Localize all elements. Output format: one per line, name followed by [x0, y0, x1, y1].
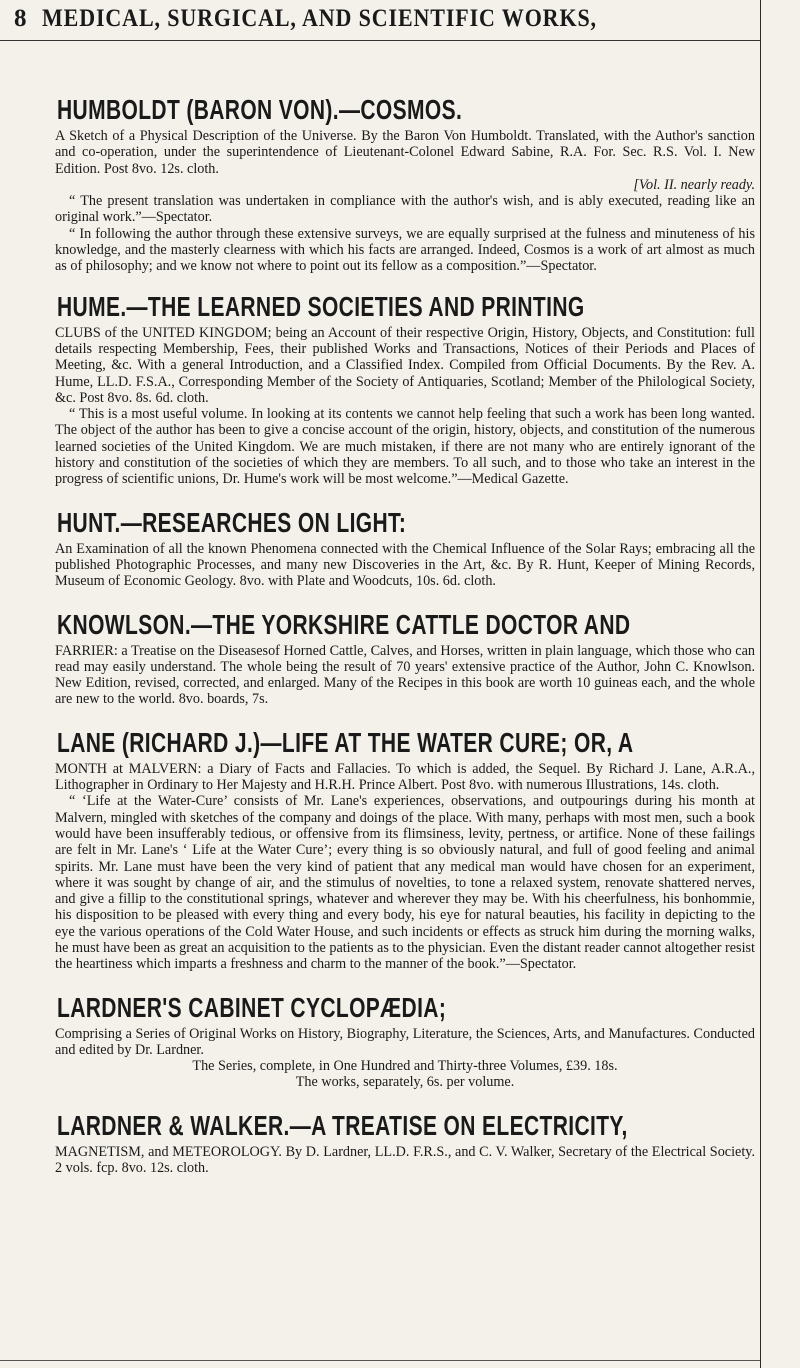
entry-hunt: [55, 506, 755, 590]
entry-body: [55, 1144, 755, 1177]
entry-description: A Sketch of a Physical Description of the Universe. By the Baron Von Humboldt. Translated, with the Author's sanction and co-operation, under the superintendence of Lieutenant-Colonel Edward Sabine, R.A. For. Sec. R.S. Vol. I. New Edition. Post 8vo. 12s. cloth.: [55, 128, 755, 177]
page-header: [0, 0, 760, 44]
entry-body: [55, 541, 755, 590]
catalogue-entries: [55, 96, 755, 1197]
entry-body: [55, 761, 755, 973]
entry-hume: [55, 290, 755, 488]
header-rule: [0, 40, 760, 41]
entry-note: [Vol. II. nearly ready.: [633, 176, 755, 193]
entry-price-line: The Series, complete, in One Hundred and Thirty-three Volumes, £39. 18s.: [192, 1058, 618, 1075]
entry-price-line: The works, separately, 6s. per volume.: [295, 1074, 515, 1091]
review-quote: “ ‘Life at the Water-Cure’ consists of Mr. Lane's experiences, observations, and outpourings during his month at Malvern, mingled with sketches of the company and doings of the place. With many, perhaps with most men, such a book would have been insufferably tedious, or offensive from its flimsiness, levity, pertness, or artifice. None of these failings are felt in Mr. Lane's ‘ Life at the Water Cure’; every thing is so obviously natural, and full of good feeling and animal spirits. Mr. Lane must have been the very kind of patient that any medical man would have chosen for an experiment, where it was sought by change of air, and the stimulus of novelties, to tone a relaxed system, renovate shattered nerves, and give a fillip to the constitutional springs, whatever and wherever they may be. With his cheerfulness, his bonhommie, his disposition to be pleased with every thing and every body, his eye for natural beauties, his facility in depicting to the eye the various operations of the Cold Water House, and such incidents or effects as struck him during the morning walks, he must have been as great an acquisition to the patients as to the physician. Even the distant reader cannot altogether resist the heartiness which imparts a freshness and charm to the manner of the book.”—Spectator.: [55, 793, 755, 973]
bottom-rule: [0, 1360, 760, 1361]
entry-description: CLUBS of the UNITED KINGDOM; being an Account of their respective Origin, History, Objects, and Constitution: full details respecting Membership, Fees, their published Works and Transactions, Notices of their Periods and Places of Meeting, &c. With a general Introduction, and a Classified Index. Compiled from Official Documents. By the Rev. A. Hume, LL.D. F.S.A., Corresponding Member of the Society of Antiquaries, Scotland; Member of the Philological Society, &c. Post 8vo. 8s. 6d. cloth.: [55, 324, 755, 406]
review-quote: “ The present translation was undertaken in compliance with the author's wish, and is ably executed, reading like an original work.”—Spectator.: [55, 193, 755, 226]
entry-knowlson: [55, 608, 755, 708]
entry-description: Comprising a Series of Original Works on History, Biography, Literature, the Sciences, Arts, and Manufactures. Conducted and edited by Dr. Lardner.: [55, 1025, 755, 1058]
review-quote: “ This is a most useful volume. In looking at its contents we cannot help feeling that such a work has been long wanted. The object of the author has been to give a concise account of the origin, history, objects, and constitution of the numerous learned societies of the United Kingdom. We are much mistaken, if there are not many who are entirely ignorant of the history and constitution of the societies of which they are members. To all such, and to those who take an interest in the progress of scientific unions, Dr. Hume's work will be most welcome.”—Medical Gazette.: [55, 406, 755, 488]
entry-humboldt: [55, 96, 755, 275]
entry-body: [55, 128, 755, 275]
entry-title: HUME.—THE LEARNED SOCIETIES AND PRINTING: [57, 290, 585, 322]
entry-body: [55, 643, 755, 708]
entry-lardner-walker: [55, 1109, 755, 1177]
right-margin-rule: [760, 0, 761, 1368]
entry-title: HUMBOLDT (BARON VON).—COSMOS.: [57, 94, 463, 125]
entry-description: MAGNETISM, and METEOROLOGY. By D. Lardner, LL.D. F.R.S., and C. V. Walker, Secretary of the Electrical Society. 2 vols. fcp. 8vo. 12s. cloth.: [55, 1143, 755, 1177]
entry-title: LARDNER'S CABINET CYCLOPÆDIA;: [57, 991, 447, 1023]
entry-title: LARDNER & WALKER.—A TREATISE ON ELECTRICITY,: [57, 1109, 628, 1141]
page-number: 8: [14, 5, 28, 32]
review-quote: “ In following the author through these extensive surveys, we are equally surprised at the fulness and minuteness of his knowledge, and the masterly clearness with which his facts are arranged. Indeed, Cosmos is a work of art almost as much as of philosophy; and we know not where to point out its fellow as a composition.”—Spectator.: [55, 225, 755, 275]
entry-description: MONTH at MALVERN: a Diary of Facts and Fallacies. To which is added, the Sequel. By Richard J. Lane, A.R.A., Lithographer in Ordinary to Her Majesty and H.R.H. Prince Albert. Post 8vo. with numerous Illustrations, 14s. cloth.: [55, 760, 755, 794]
entry-title: LANE (RICHARD J.)—LIFE AT THE WATER CURE; OR, A: [57, 726, 634, 758]
running-head: MEDICAL, SURGICAL, AND SCIENTIFIC WORKS,: [42, 5, 597, 32]
entry-description: An Examination of all the known Phenomena connected with the Chemical Influence of the Solar Rays; embracing all the published Photographic Processes, and many new Discoveries in the Art, &c. By R. Hunt, Keeper of Mining Records, Museum of Economic Geology. 8vo. with Plate and Woodcuts, 10s. 6d. cloth.: [55, 540, 755, 590]
entry-body: [55, 1026, 755, 1091]
entry-lardner-cyclopaedia: [55, 991, 755, 1091]
entry-title: KNOWLSON.—THE YORKSHIRE CATTLE DOCTOR AND: [57, 608, 631, 640]
entry-body: [55, 325, 755, 488]
entry-lane: [55, 726, 755, 973]
entry-title: HUNT.—RESEARCHES ON LIGHT:: [57, 506, 407, 538]
entry-description: FARRIER: a Treatise on the Diseasesof Horned Cattle, Calves, and Horses, written in plain language, which those who can read may easily understand. The whole being the result of 70 years' extensive practice of the Author, John C. Knowlson. New Edition, revised, corrected, and enlarged. Many of the Recipes in this book are worth 10 guineas each, and the whole are new to the world. 8vo. boards, 7s.: [55, 642, 755, 708]
